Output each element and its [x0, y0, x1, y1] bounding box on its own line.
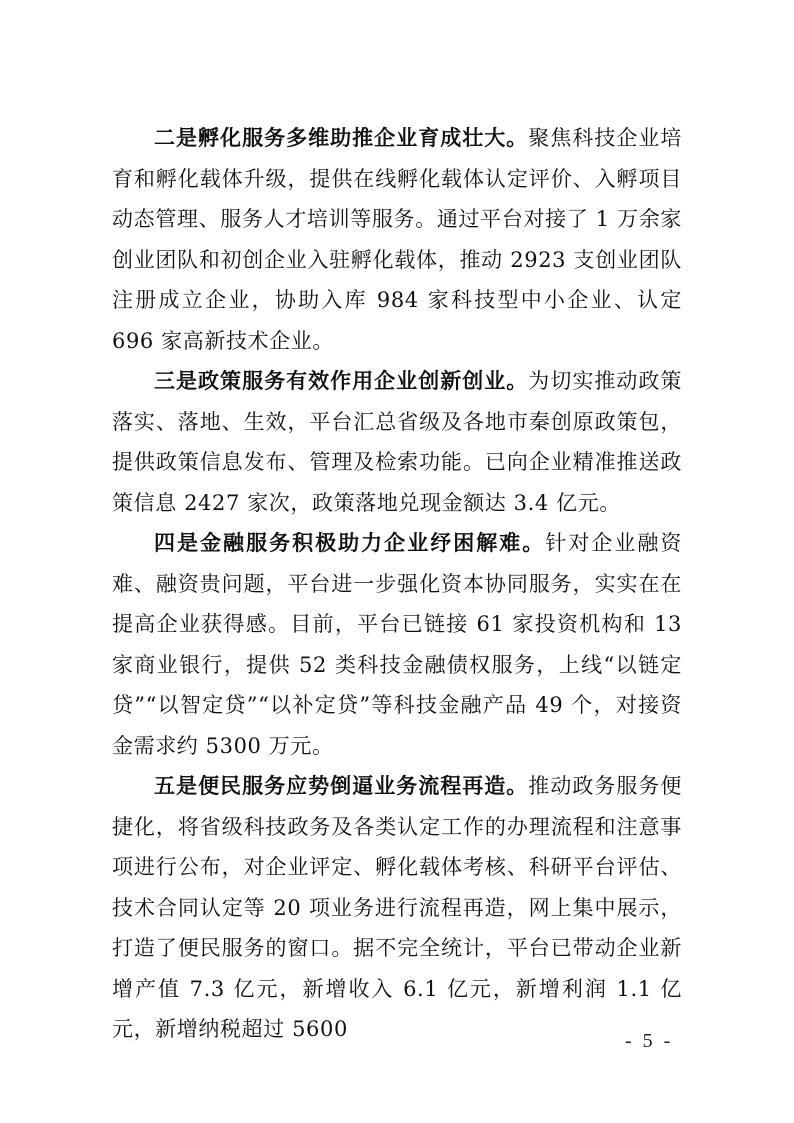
paragraph-heading: 五是便民服务应势倒逼业务流程再造。 [154, 773, 529, 798]
paragraph-text: 为切实推动政策落实、落地、生效，平台汇总省级及各地市秦创原政策包，提供政策信息发布、管理及检索功能。已向企业精准推送政策信息 2427 家次，政策落地兑现金额达 3.4 亿元。 [112, 369, 682, 515]
paragraph-text: 聚焦科技企业培育和孵化载体升级，提供在线孵化载体认定评价、入孵项目动态管理、服务人才培训等服务。通过平台对接了 1 万余家创业团队和初创企业入驻孵化载体，推动 2923 支创业团队注册成立企业，协助入库 984 家科技型中小企业、认定 696 家高新技术企业。 [112, 126, 682, 353]
paragraph-policy [112, 361, 682, 523]
paragraph-heading: 二是孵化服务多维助推企业育成壮大。 [154, 125, 529, 150]
paragraph-text: 推动政务服务便捷化，将省级科技政务及各类认定工作的办理流程和注意事项进行公布，对企业评定、孵化载体考核、科研平台评估、技术合同认定等 20 项业务进行流程再造，网上集中展示，打造了便民服务的窗口。据不完全统计，平台已带动企业新增产值 7.3 亿元，新增收入 6.1 亿元，新增利润 1.1 亿元，新增纳税超过 5600 [112, 774, 682, 1041]
paragraph-incubation [112, 118, 682, 361]
paragraph-heading: 四是金融服务积极助力企业纾困解难。 [154, 530, 546, 555]
paragraph-convenience [112, 766, 682, 1050]
page-number: - 5 - [625, 1030, 674, 1052]
paragraph-finance [112, 523, 682, 766]
paragraph-text: 针对企业融资难、融资贵问题，平台进一步强化资本协同服务，实实在在提高企业获得感。目前，平台已链接 61 家投资机构和 13 家商业银行，提供 52 类科技金融债权服务，上线“以链定贷”“以智定贷”“以补定贷”等科技金融产品 49 个，对接资金需求约 5300 万元。 [112, 531, 683, 758]
paragraph-heading: 三是政策服务有效作用企业创新创业。 [154, 368, 529, 393]
document-body [112, 118, 682, 1050]
